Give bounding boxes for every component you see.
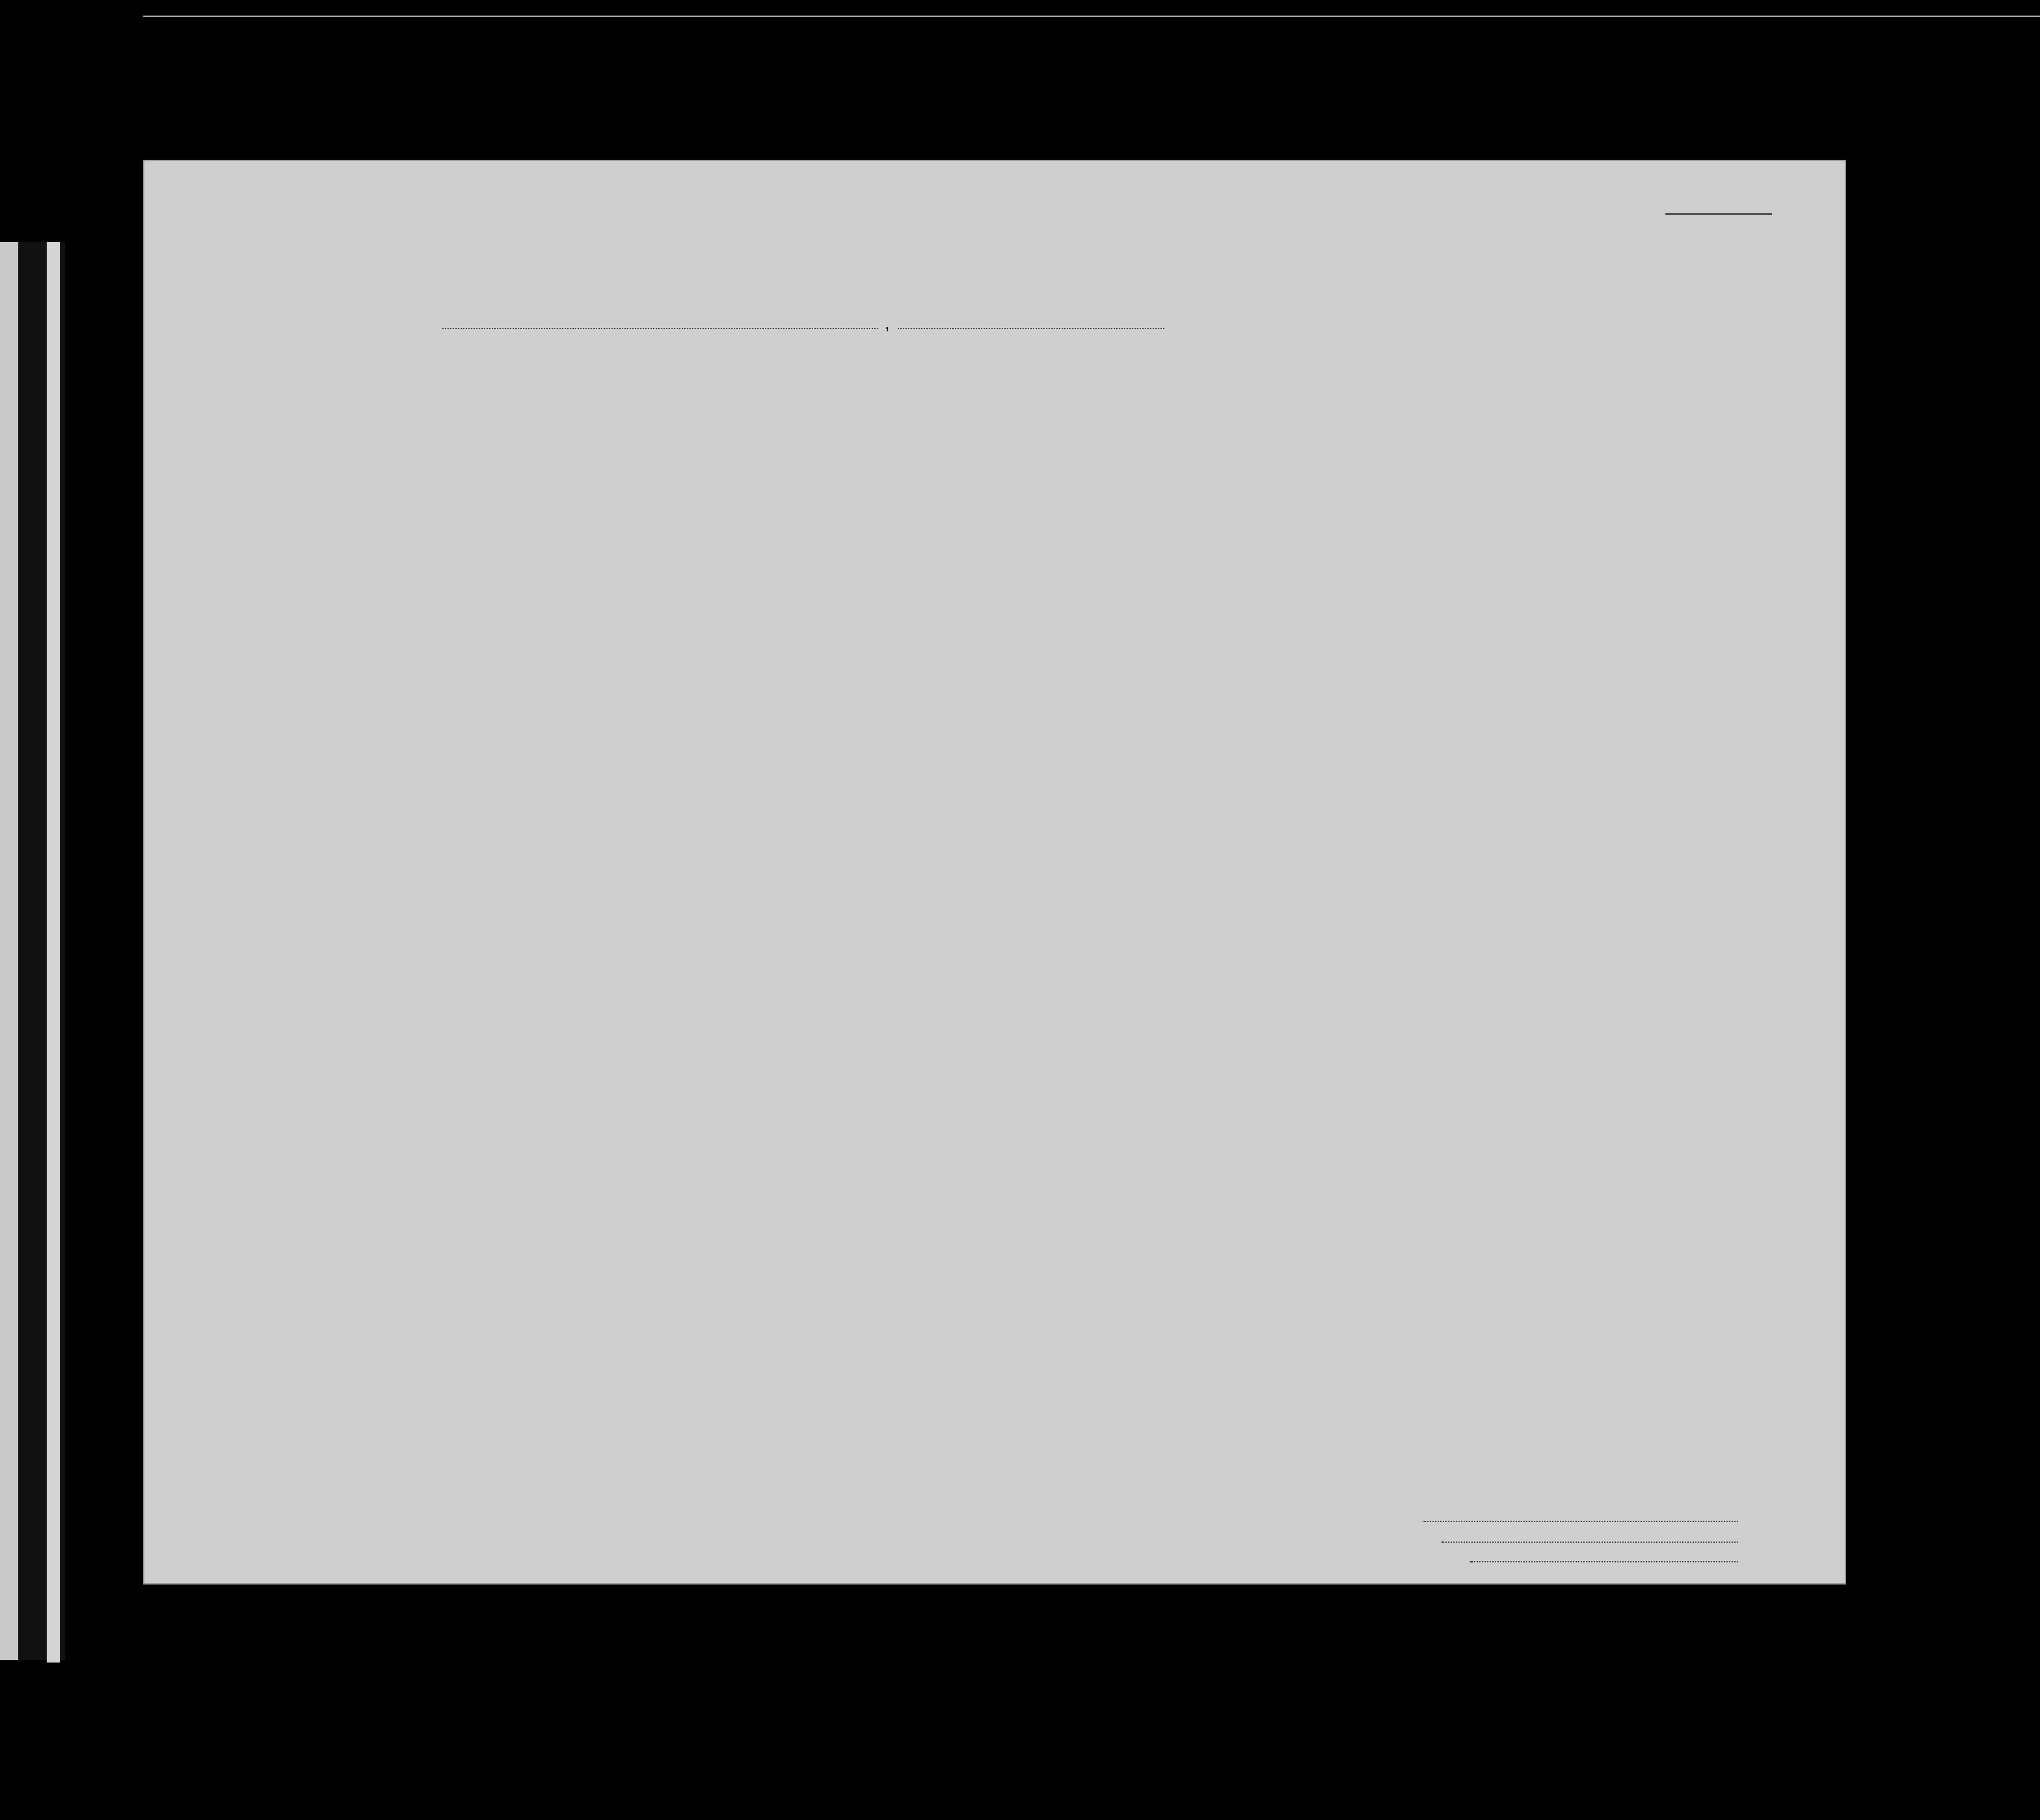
header-ticket [647,380,670,484]
header-inches [1572,442,1588,481]
agents-field [1470,1561,1738,1562]
header-q28 [1330,385,1374,484]
comma: , [884,312,890,333]
header-q30 [1407,385,1425,484]
line-field [1423,1521,1738,1522]
date-line [898,328,1164,329]
header-feet [1551,442,1567,481]
header-money [755,380,778,484]
port-line [442,328,878,329]
header-q29 [1379,385,1403,484]
header-anarchist [1307,385,1326,484]
header-polygamist [1285,385,1304,484]
owners-field [1442,1542,1738,1543]
list-line [1665,213,1772,215]
header-q31 [1428,385,1447,484]
header-purpose-return [1150,406,1171,484]
header-prison [1246,385,1278,484]
header-purpose-citizen [1213,406,1234,484]
header-purpose-length [1181,406,1202,484]
